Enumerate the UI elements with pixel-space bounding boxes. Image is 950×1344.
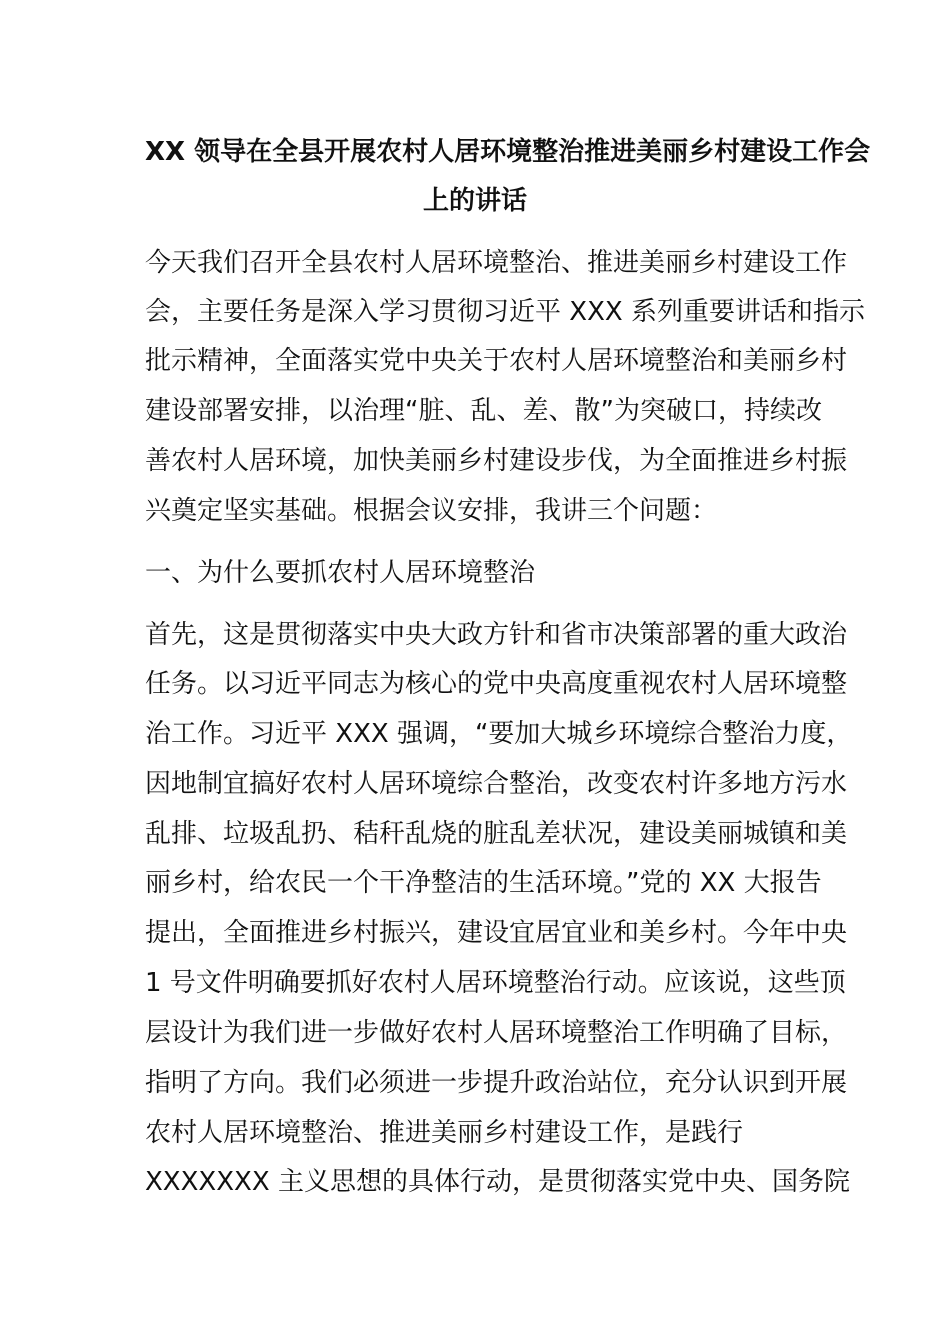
body-line: 首先，这是贯彻落实中央大政方针和省市决策部署的重大政治 [145,620,848,650]
document-title-line-2: 上的讲话 [422,186,527,216]
body-line: 指明了方向。我们必须进一步提升政治站位，充分认识到开展 [145,1068,848,1098]
body-line: 批示精神，全面落实党中央关于农村人居环境整治和美丽乡村 [145,346,848,376]
body-line: 建设部署安排，以治理“脏、乱、差、散”为突破口，持续改 [145,396,822,426]
body-line: 丽乡村，给农民一个干净整洁的生活环境。”党的 XX 大报告 [145,868,822,898]
body-line: XXXXXXX 主义思想的具体行动，是贯彻落实党中央、国务院 [145,1167,850,1197]
body-line: 治工作。习近平 XXX 强调，“要加大城乡环境综合整治力度， [145,719,853,749]
body-line: 1 号文件明确要抓好农村人居环境整治行动。应该说，这些顶 [145,968,846,998]
body-line: 因地制宜搞好农村人居环境综合整治，改变农村许多地方污水 [145,769,848,799]
body-line: 乱排、垃圾乱扔、秸秆乱烧的脏乱差状况，建设美丽城镇和美 [145,819,848,849]
body-line: 提出，全面推进乡村振兴，建设宜居宜业和美乡村。今年中央 [145,918,848,948]
body-line: 任务。以习近平同志为核心的党中央高度重视农村人居环境整 [145,669,848,699]
body-line: 会，主要任务是深入学习贯彻习近平 XXX 系列重要讲话和指示 [145,297,865,327]
body-line: 农村人居环境整治、推进美丽乡村建设工作，是践行 [145,1118,744,1148]
body-line: 层设计为我们进一步做好农村人居环境整治工作明确了目标， [145,1018,848,1048]
body-line: 兴奠定坚实基础。根据会议安排，我讲三个问题： [145,496,718,526]
section-heading: 一、为什么要抓农村人居环境整治 [145,558,536,588]
body-line: 善农村人居环境，加快美丽乡村建设步伐，为全面推进乡村振 [145,446,848,476]
body-line: 今天我们召开全县农村人居环境整治、推进美丽乡村建设工作 [145,248,848,278]
document-title-line-1: XX 领导在全县开展农村人居环境整治推进美丽乡村建设工作会 [145,137,871,167]
